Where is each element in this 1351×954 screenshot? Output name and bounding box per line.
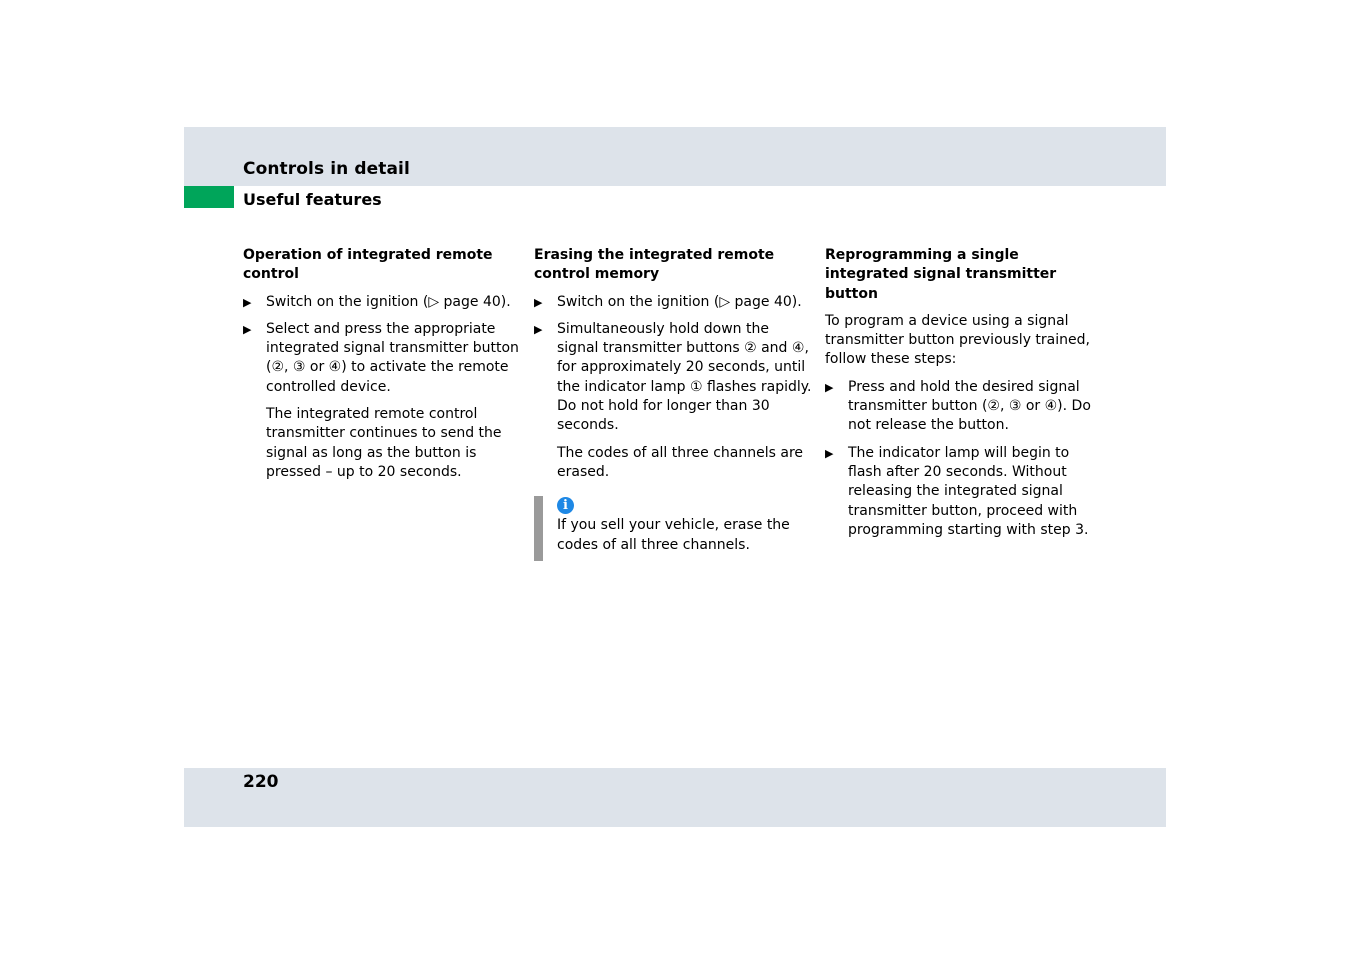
column-heading: Operation of integrated remote control [243,247,493,283]
step-item [534,293,814,312]
column-reprogramming [825,246,1105,548]
column-operation [243,246,523,490]
intro-text: To program a device using a signal transmitter button previously trained, follow these steps: [825,312,1090,368]
bullet-arrow-icon: ▶ [825,380,834,394]
subsection-title: Useful features [243,190,382,209]
footer-band [184,768,1166,827]
step-item [243,320,523,397]
section-marker-tab [184,186,234,208]
info-text: If you sell your vehicle, erase the codes of all three channels. [557,517,790,553]
step-item [825,444,1105,540]
section-title: Controls in detail [243,159,410,179]
bullet-arrow-icon: ▶ [825,446,834,460]
page-number: 220 [243,772,279,792]
bullet-arrow-icon: ▶ [534,322,543,336]
step-text: Switch on the ignition (▷ page 40). [557,293,802,310]
step-text: Switch on the ignition (▷ page 40). [266,293,511,310]
info-icon: i [557,497,574,514]
step-text: The indicator lamp will begin to flash after 20 seconds. Without releasing the integrated signal transmitter button, proceed with programming starting with step 3. [848,444,1089,538]
info-box [534,496,814,560]
column-heading: Erasing the integrated remote control memory [534,247,775,283]
bullet-arrow-icon: ▶ [534,295,543,309]
column-heading: Reprogramming a single integrated signal transmitter button [825,247,1057,302]
column-erasing [534,246,814,560]
step-text: Press and hold the desired signal transmitter button (②, ③ or ④). Do not release the button. [848,378,1091,434]
step-text: Select and press the appropriate integrated signal transmitter button (②, ③ or ④) to activate the remote controlled device. [266,320,519,395]
bullet-arrow-icon: ▶ [243,295,252,309]
step-item [534,320,814,436]
step-item [825,378,1105,436]
note-text: The integrated remote control transmitter continues to send the signal as long as the button is pressed – up to 20 seconds. [266,406,502,480]
step-text: Simultaneously hold down the signal transmitter buttons ② and ④, for approximately 20 seconds, until the indicator lamp ① flashes rapidly. Do not hold for longer than 30 seconds. [557,320,812,434]
bullet-arrow-icon: ▶ [243,322,252,336]
info-side-bar [534,496,543,561]
note-text: The codes of all three channels are erased. [557,444,804,480]
step-item [243,293,523,312]
